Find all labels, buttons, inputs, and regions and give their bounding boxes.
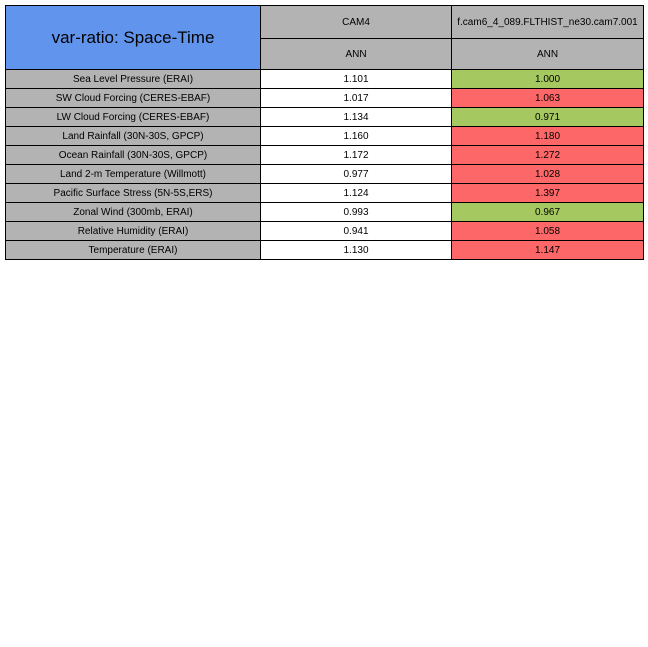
- value-cell-case-2: 1.058: [452, 222, 644, 241]
- table-row: [6, 127, 644, 146]
- table-row: [6, 184, 644, 203]
- value-cell-case-2: 1.272: [452, 146, 644, 165]
- column-season-2: ANN: [452, 39, 644, 70]
- table-row: [6, 222, 644, 241]
- value-cell-case-1: 1.124: [261, 184, 452, 203]
- row-label: Pacific Surface Stress (5N-5S,ERS): [6, 184, 261, 203]
- row-label: Land Rainfall (30N-30S, GPCP): [6, 127, 261, 146]
- header-row-cases: [6, 6, 644, 39]
- comparison-table: [5, 5, 644, 260]
- value-cell-case-1: 1.160: [261, 127, 452, 146]
- value-cell-case-2: 1.180: [452, 127, 644, 146]
- value-cell-case-1: 0.993: [261, 203, 452, 222]
- column-header-case-1: CAM4: [261, 6, 452, 39]
- value-cell-case-1: 1.017: [261, 89, 452, 108]
- value-cell-case-1: 1.134: [261, 108, 452, 127]
- table-row: [6, 146, 644, 165]
- row-label: Land 2-m Temperature (Willmott): [6, 165, 261, 184]
- value-cell-case-1: 0.977: [261, 165, 452, 184]
- row-label: Ocean Rainfall (30N-30S, GPCP): [6, 146, 261, 165]
- table-row: [6, 70, 644, 89]
- value-cell-case-1: 1.101: [261, 70, 452, 89]
- value-cell-case-2: 0.971: [452, 108, 644, 127]
- table-row: [6, 89, 644, 108]
- row-label: Zonal Wind (300mb, ERAI): [6, 203, 261, 222]
- row-label: Sea Level Pressure (ERAI): [6, 70, 261, 89]
- row-label: LW Cloud Forcing (CERES-EBAF): [6, 108, 261, 127]
- value-cell-case-2: 1.397: [452, 184, 644, 203]
- value-cell-case-1: 1.130: [261, 241, 452, 260]
- value-cell-case-1: 1.172: [261, 146, 452, 165]
- table-row: [6, 203, 644, 222]
- value-cell-case-2: 1.063: [452, 89, 644, 108]
- row-label: Relative Humidity (ERAI): [6, 222, 261, 241]
- column-season-1: ANN: [261, 39, 452, 70]
- value-cell-case-1: 0.941: [261, 222, 452, 241]
- table-row: [6, 108, 644, 127]
- table-title: var-ratio: Space-Time: [6, 6, 261, 70]
- value-cell-case-2: 1.028: [452, 165, 644, 184]
- value-cell-case-2: 1.147: [452, 241, 644, 260]
- value-cell-case-2: 1.000: [452, 70, 644, 89]
- value-cell-case-2: 0.967: [452, 203, 644, 222]
- table-row: [6, 241, 644, 260]
- row-label: Temperature (ERAI): [6, 241, 261, 260]
- column-header-case-2: f.cam6_4_089.FLTHIST_ne30.cam7.001: [452, 6, 644, 39]
- table-row: [6, 165, 644, 184]
- row-label: SW Cloud Forcing (CERES-EBAF): [6, 89, 261, 108]
